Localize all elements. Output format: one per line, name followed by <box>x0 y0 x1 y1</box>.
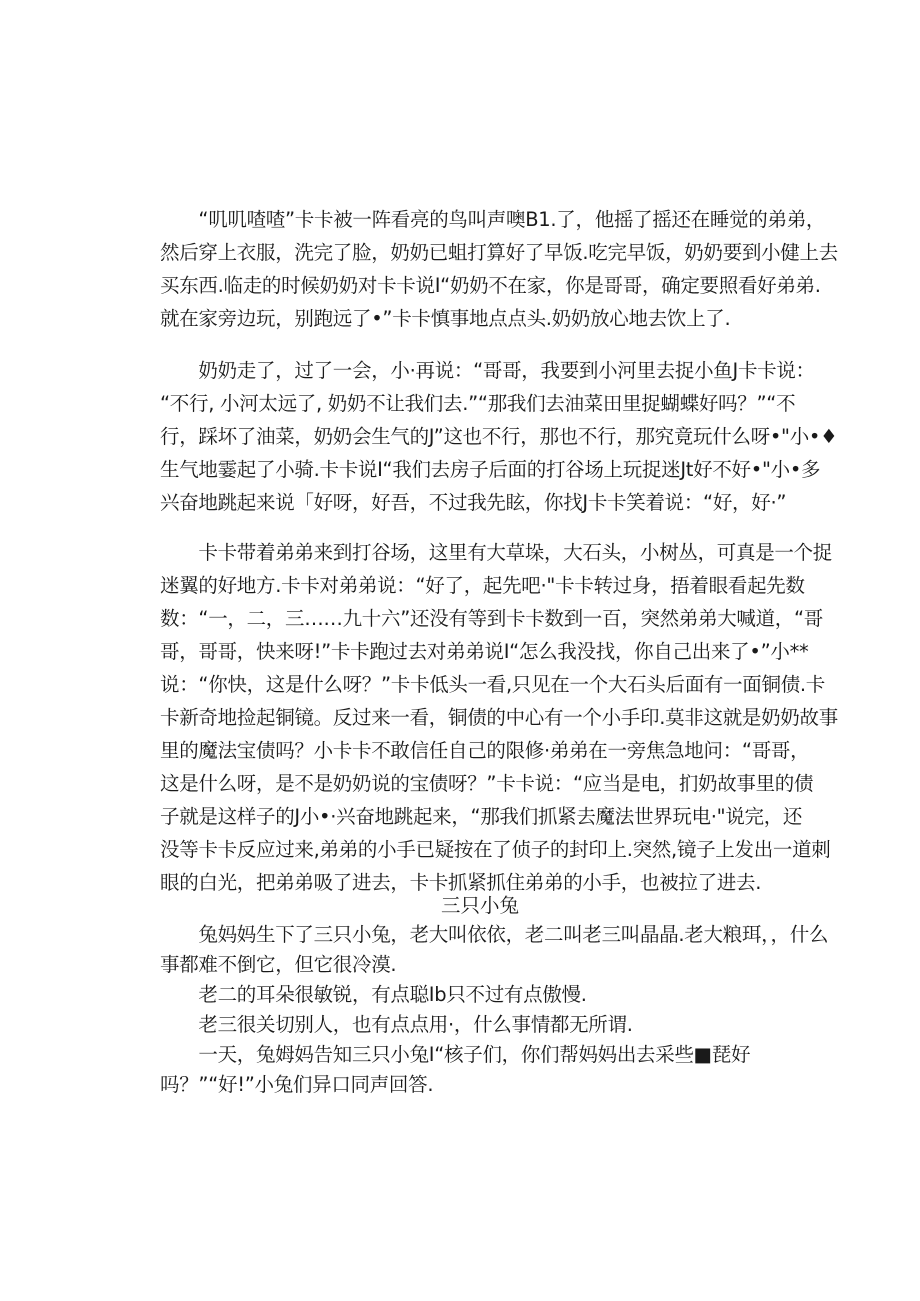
text-line: 老二的耳朵很敏锐，有点聪Ib只不过有点傲慢. <box>160 983 587 1006</box>
text-line: 子就是这样子的J小•·兴奋地跳起来，“那我们抓紧去魔法世界玩电·"说完，还 <box>160 805 803 828</box>
story1-paragraph-2 <box>160 354 838 519</box>
text-line: “不行, 小河太远了, 奶奶不让我们去.”“那我们去油菜田里捉蝴蝶好吗？”“不 <box>160 392 796 415</box>
story2-title: 三只小兔 <box>440 894 519 917</box>
text-line: 生气地霎起了小骑.卡卡说I“我们去房子后面的打谷场上玩捉迷Jt好不好•"小•多 <box>160 458 821 481</box>
story1-paragraph-3 <box>160 536 838 899</box>
story2-body <box>160 920 829 1100</box>
text-line: 行，踩坏了油菜，奶奶会生气的J”这也不行，那也不行，那究竟玩什么呀•"小•♦ <box>160 425 838 448</box>
text-line: 一天，兔姆妈告知三只小兔I“核子们，你们帮妈妈出去采些■琵好 <box>160 1043 751 1066</box>
text-line: 迷翼的好地方.卡卡对弟弟说：“好了，起先吧·"卡卡转过身，捂着眼看起先数 <box>160 574 805 597</box>
text-line: 卡卡带着弟弟来到打谷场，这里有大草垛，大石头，小树丛，可真是一个捉 <box>160 541 833 564</box>
text-line: 没等卡卡反应过来,弟弟的小手已疑按在了侦子的封印上.突然,镜子上发出一道刺 <box>160 838 831 861</box>
text-line: 说：“你快，这是什么呀？”卡卡低头一看,只见在一个大石头后面有一面铜债.卡 <box>160 673 826 696</box>
text-line: “叽叽喳喳”卡卡被一阵看亮的鸟叫声噢B1.了，他摇了摇还在睡觉的弟弟， <box>160 208 826 231</box>
text-line: 事都难不倒它，但它很冷漠. <box>160 953 397 976</box>
text-line: 哥，哥哥，快来呀!”卡卡跑过去对弟弟说I“怎么我没找，你自己出来了•”小** <box>160 640 809 663</box>
text-line: 兴奋地跳起来说「好呀，好吾，不过我先眩，你找J卡卡笑着说：“好，好·” <box>160 491 787 514</box>
text-line: 数：“一，二，三……九十六”还没有等到卡卡数到一百，突然弟弟大喊道，“哥 <box>160 607 824 630</box>
text-line: 里的魔法宝债吗？小卡卡不敢信任自己的限修·弟弟在一旁焦急地问：“哥哥， <box>160 739 810 762</box>
text-line: 这是什么呀，是不是奶奶说的宝债呀？”卡卡说：“应当是电，扪奶故事里的债 <box>160 772 814 795</box>
text-line: 然后穿上衣服，洗完了脸，奶奶已蛆打算好了早饭.吃完早饭，奶奶要到小健上去 <box>160 241 838 264</box>
text-line: 老三很关切别人，也有点点用·，什么事情都无所谓. <box>160 1013 633 1036</box>
text-line: 卡新奇地捡起铜镜。反过来一看，铜债的中心有一个小手印.莫非这就是奶奶故事 <box>160 706 838 729</box>
text-line: 眼的白光，把弟弟吸了进去，卡卡抓紧抓住弟弟的小手，也被拉了进去. <box>160 871 762 894</box>
text-line: 吗？”“好!”小兔们异口同声回答. <box>160 1073 434 1096</box>
text-line: 兔妈妈生下了三只小兔，老大叫依依，老二叫老三叫晶晶.老大粮珥，，什么 <box>160 923 829 946</box>
text-line: 就在家旁边玩，别跑远了•”卡卡慎事地点点头.奶奶放心地去饮上了. <box>160 307 731 330</box>
story1-paragraph-1 <box>160 203 838 335</box>
text-line: 买东西.临走的时候奶奶对卡卡说I“奶奶不在家，你是哥哥，确定要照看好弟弟. <box>160 274 821 297</box>
text-line: 奶奶走了，过了一会，小·再说：“哥哥，我要到小河里去捉小鱼J卡卡说： <box>160 359 815 382</box>
